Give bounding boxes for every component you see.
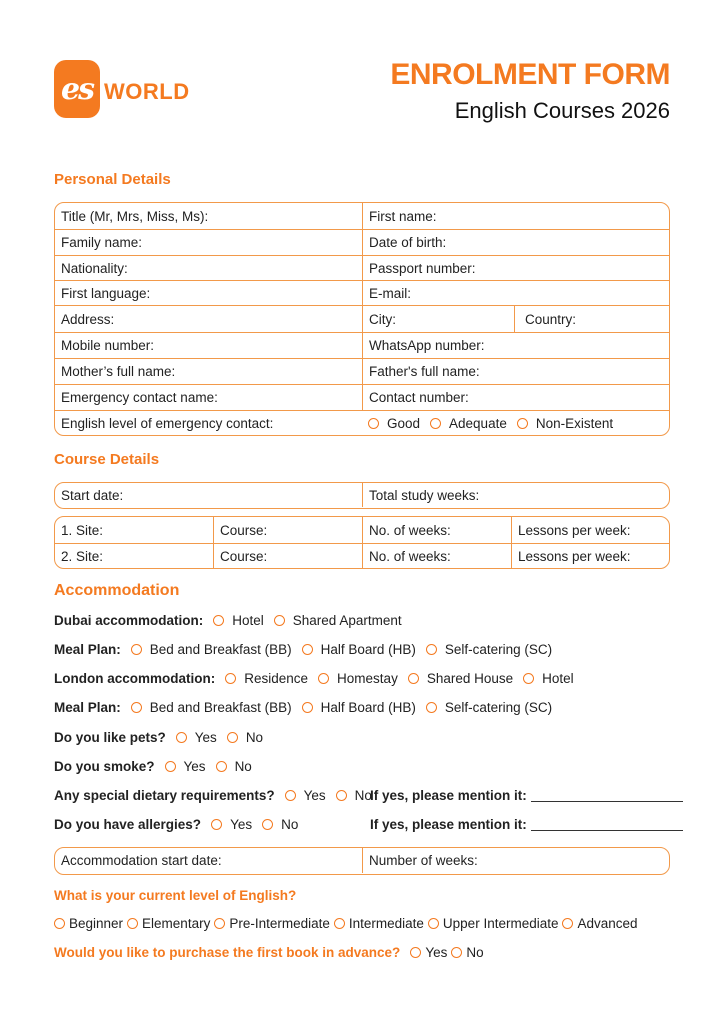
radio-icon[interactable] xyxy=(451,947,462,958)
london-hotel-option[interactable]: Hotel xyxy=(523,671,574,686)
table-row xyxy=(55,848,669,873)
dubai-meal-plan-row xyxy=(54,642,562,657)
radio-icon[interactable] xyxy=(562,918,573,929)
form-subtitle: English Courses 2026 xyxy=(454,98,670,123)
lessons-2-field[interactable]: Lessons per week: xyxy=(511,544,669,568)
dietary-mention-label: If yes, please mention it: xyxy=(370,788,527,803)
title-field[interactable]: Title (Mr, Mrs, Miss, Ms): xyxy=(61,208,209,224)
level-upper-intermediate-option[interactable]: Upper Intermediate xyxy=(428,916,559,931)
allergies-yes-option[interactable]: Yes xyxy=(211,817,252,832)
accommodation-dates-table xyxy=(54,847,670,875)
level-elementary-option[interactable]: Elementary xyxy=(127,916,210,931)
radio-icon[interactable] xyxy=(131,702,142,713)
course-2-field[interactable]: Course: xyxy=(213,544,362,568)
radio-icon[interactable] xyxy=(127,918,138,929)
allergies-mention-input[interactable] xyxy=(531,818,683,831)
radio-icon[interactable] xyxy=(410,947,421,958)
total-study-weeks-field[interactable]: Total study weeks: xyxy=(362,483,669,507)
london-residence-option[interactable]: Residence xyxy=(225,671,308,686)
dubai-accommodation-row xyxy=(54,613,412,628)
father-name-field[interactable]: Father's full name: xyxy=(362,359,669,384)
radio-icon[interactable] xyxy=(523,673,534,684)
first-name-field[interactable]: First name: xyxy=(362,203,669,229)
date-of-birth-field[interactable]: Date of birth: xyxy=(362,230,669,255)
level-non-existent-option[interactable]: Non-Existent xyxy=(517,416,613,431)
table-row xyxy=(55,203,669,229)
mobile-number-field[interactable]: Mobile number: xyxy=(61,338,155,353)
pets-no-option[interactable]: No xyxy=(227,730,263,745)
lessons-1-field[interactable]: Lessons per week: xyxy=(511,517,669,543)
english-level-options xyxy=(362,411,669,436)
book-no-option[interactable]: No xyxy=(451,945,483,960)
dietary-no-option[interactable]: No xyxy=(336,788,372,803)
accommodation-start-date-field[interactable]: Accommodation start date: xyxy=(61,853,222,868)
book-yes-option[interactable]: Yes xyxy=(410,945,447,960)
section-course-details: Course Details xyxy=(54,451,160,468)
emergency-contact-field[interactable]: Emergency contact name: xyxy=(61,390,218,405)
form-title: ENROLMENT FORM xyxy=(390,58,670,91)
radio-icon[interactable] xyxy=(227,732,238,743)
english-level-options-row xyxy=(54,916,638,931)
pets-yes-option[interactable]: Yes xyxy=(176,730,217,745)
course-dates-table xyxy=(54,482,670,509)
radio-icon[interactable] xyxy=(131,644,142,655)
address-field[interactable]: Address: xyxy=(61,311,115,327)
london-homestay-option[interactable]: Homestay xyxy=(318,671,398,686)
pets-row xyxy=(54,730,273,745)
meal-hb-option[interactable]: Half Board (HB) xyxy=(302,642,416,657)
logo-mark: es xyxy=(54,60,100,118)
nationality-field[interactable]: Nationality: xyxy=(61,260,128,276)
course-1-field[interactable]: Course: xyxy=(213,517,362,543)
first-language-field[interactable]: First language: xyxy=(61,285,151,301)
radio-icon[interactable] xyxy=(165,761,176,772)
meal-hb-option[interactable]: Half Board (HB) xyxy=(302,700,416,715)
accommodation-weeks-field[interactable]: Number of weeks: xyxy=(362,848,669,873)
table-row xyxy=(55,517,669,543)
pets-label: Do you like pets? xyxy=(54,730,166,745)
dubai-shared-apartment-option[interactable]: Shared Apartment xyxy=(274,613,402,628)
radio-icon[interactable] xyxy=(216,761,227,772)
course-sites-table xyxy=(54,516,670,569)
radio-icon[interactable] xyxy=(336,790,347,801)
meal-sc-option[interactable]: Self-catering (SC) xyxy=(426,642,552,657)
table-row xyxy=(55,332,669,358)
allergies-row xyxy=(54,817,308,832)
email-field[interactable]: E-mail: xyxy=(362,281,669,305)
meal-plan-label: Meal Plan: xyxy=(54,642,121,657)
book-question: Would you like to purchase the first book in advance? xyxy=(54,945,401,960)
radio-icon[interactable] xyxy=(274,615,285,626)
level-adequate-option[interactable]: Adequate xyxy=(430,416,507,431)
book-row xyxy=(54,945,494,960)
city-field[interactable]: City: xyxy=(362,306,514,332)
london-shared-house-option[interactable]: Shared House xyxy=(408,671,513,686)
dietary-label: Any special dietary requirements? xyxy=(54,788,275,803)
london-accommodation-row xyxy=(54,671,584,686)
smoke-label: Do you smoke? xyxy=(54,759,155,774)
radio-icon[interactable] xyxy=(430,418,441,429)
radio-icon[interactable] xyxy=(285,790,296,801)
radio-icon[interactable] xyxy=(214,918,225,929)
radio-icon[interactable] xyxy=(426,702,437,713)
level-beginner-option[interactable]: Beginner xyxy=(54,916,123,931)
radio-icon[interactable] xyxy=(262,819,273,830)
weeks-2-field[interactable]: No. of weeks: xyxy=(362,544,511,568)
english-level-question: What is your current level of English? xyxy=(54,888,297,903)
radio-icon[interactable] xyxy=(302,702,313,713)
table-row xyxy=(55,543,669,568)
table-row xyxy=(55,483,669,507)
personal-details-table xyxy=(54,202,670,436)
mother-name-field[interactable]: Mother’s full name: xyxy=(61,364,176,379)
radio-icon[interactable] xyxy=(302,644,313,655)
dietary-mention-row xyxy=(370,788,683,803)
english-level-label: English level of emergency contact: xyxy=(61,416,274,431)
table-row xyxy=(55,280,669,305)
smoke-no-option[interactable]: No xyxy=(216,759,252,774)
table-row xyxy=(55,305,669,332)
allergies-mention-label: If yes, please mention it: xyxy=(370,817,527,832)
radio-icon[interactable] xyxy=(54,918,65,929)
whatsapp-number-field[interactable]: WhatsApp number: xyxy=(362,333,669,358)
level-advanced-option[interactable]: Advanced xyxy=(562,916,637,931)
meal-plan-label: Meal Plan: xyxy=(54,700,121,715)
dubai-hotel-option[interactable]: Hotel xyxy=(213,613,264,628)
radio-icon[interactable] xyxy=(176,732,187,743)
meal-sc-option[interactable]: Self-catering (SC) xyxy=(426,700,552,715)
london-accommodation-label: London accommodation: xyxy=(54,671,216,686)
site-1-field[interactable]: 1. Site: xyxy=(61,522,104,538)
weeks-1-field[interactable]: No. of weeks: xyxy=(362,517,511,543)
contact-number-field[interactable]: Contact number: xyxy=(362,385,669,410)
dietary-yes-option[interactable]: Yes xyxy=(285,788,326,803)
meal-bb-option[interactable]: Bed and Breakfast (BB) xyxy=(131,700,292,715)
radio-icon[interactable] xyxy=(408,673,419,684)
table-row xyxy=(55,358,669,384)
radio-icon[interactable] xyxy=(368,418,379,429)
radio-icon[interactable] xyxy=(318,673,329,684)
family-name-field[interactable]: Family name: xyxy=(61,235,143,250)
country-field[interactable]: Country: xyxy=(514,306,669,332)
radio-icon[interactable] xyxy=(517,418,528,429)
radio-icon[interactable] xyxy=(225,673,236,684)
smoke-row xyxy=(54,759,262,774)
allergies-mention-row xyxy=(370,817,683,832)
start-date-field[interactable]: Start date: xyxy=(61,487,124,503)
allergies-label: Do you have allergies? xyxy=(54,817,202,832)
london-meal-plan-row xyxy=(54,700,562,715)
radio-icon[interactable] xyxy=(334,918,345,929)
level-good-option[interactable]: Good xyxy=(368,416,420,431)
meal-bb-option[interactable]: Bed and Breakfast (BB) xyxy=(131,642,292,657)
radio-icon[interactable] xyxy=(211,819,222,830)
section-personal-details: Personal Details xyxy=(54,171,171,188)
dietary-mention-input[interactable] xyxy=(531,789,683,802)
site-2-field[interactable]: 2. Site: xyxy=(61,548,104,564)
section-accommodation: Accommodation xyxy=(54,582,180,599)
table-row xyxy=(55,255,669,280)
level-pre-intermediate-option[interactable]: Pre-Intermediate xyxy=(214,916,330,931)
allergies-no-option[interactable]: No xyxy=(262,817,298,832)
table-row xyxy=(55,229,669,255)
table-row xyxy=(55,410,669,436)
radio-icon[interactable] xyxy=(213,615,224,626)
dietary-row xyxy=(54,788,382,803)
radio-icon[interactable] xyxy=(426,644,437,655)
level-intermediate-option[interactable]: Intermediate xyxy=(334,916,424,931)
table-row xyxy=(55,384,669,410)
logo-word: WORLD xyxy=(104,79,190,104)
passport-number-field[interactable]: Passport number: xyxy=(362,256,669,280)
radio-icon[interactable] xyxy=(428,918,439,929)
dubai-accommodation-label: Dubai accommodation: xyxy=(54,613,204,628)
smoke-yes-option[interactable]: Yes xyxy=(165,759,206,774)
